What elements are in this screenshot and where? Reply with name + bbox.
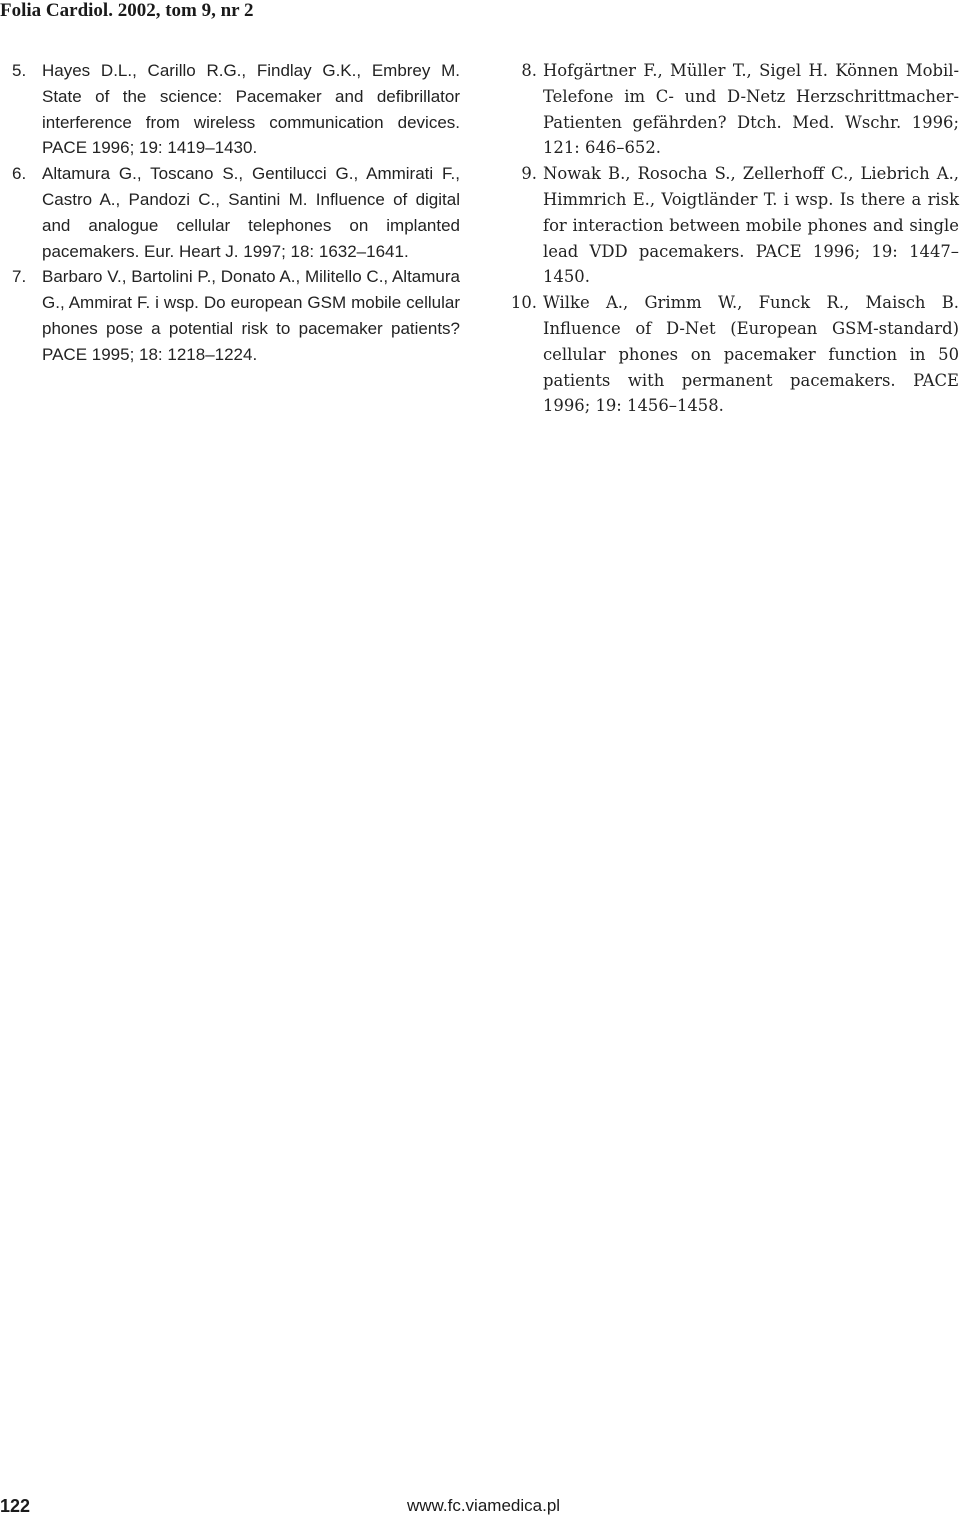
reference-item [12,264,460,367]
reference-number: 10. [510,293,537,313]
reference-item [509,161,959,290]
reference-text: Altamura G., Toscano S., Gentilucci G., Ammirati F., Castro A., Pandozi C., Santini M. Influence of digital and analogue cellular telephones on implanted pacemakers. Eur. Heart J. 1997; 18: 1632–1641. [42,164,460,261]
reference-number: 6. [12,164,27,184]
reference-item [12,58,460,161]
reference-text: Wilke A., Grimm W., Funck R., Maisch B. Influence of D-Net (European GSM-standard) cellular phones on pacemaker function in 50 patients with permanent pacemakers. PACE 1996; 19: 1456–1458. [543,293,959,416]
reference-number: 8. [521,61,537,80]
reference-item [12,161,460,264]
page-number: 122 [0,1496,31,1516]
reference-number: 9. [521,164,537,184]
reference-item [509,290,959,419]
reference-text: Nowak B., Rosocha S., Zellerhoff C., Liebrich A., Himmrich E., Voigtländer T. i wsp. Is there a risk for interaction between mobile phones and single lead VDD pacemakers. PACE 1996; 19: 1447–1450. [543,164,959,287]
reference-item [509,58,959,161]
references-left-column [12,58,460,368]
reference-text: Hofgärtner F., Müller T., Sigel H. Können Mobil-Telefone im C- und D-Netz Herzschrittmacher-Patienten gefährden? Dtch. Med. Wschr. 1996; 121: 646–652. [543,61,959,158]
reference-text: Hayes D.L., Carillo R.G., Findlay G.K., Embrey M. State of the science: Pacemaker and defibrillator interference from wireless communication devices. PACE 1996; 19: 1419–1430. [42,61,460,158]
reference-text: Barbaro V., Bartolini P., Donato A., Militello C., Altamura G., Ammirat F. i wsp. Do european GSM mobile cellular phones pose a potential risk to pacemaker patients? PACE 1995; 18: 1218–1224. [42,267,460,364]
reference-number: 5. [12,61,27,80]
page-footer [0,1496,960,1518]
running-head: Folia Cardiol. 2002, tom 9, nr 2 [0,0,254,21]
references-right-column [509,58,959,419]
footer-url: www.fc.viamedica.pl [407,1496,561,1515]
reference-number: 7. [12,267,27,287]
